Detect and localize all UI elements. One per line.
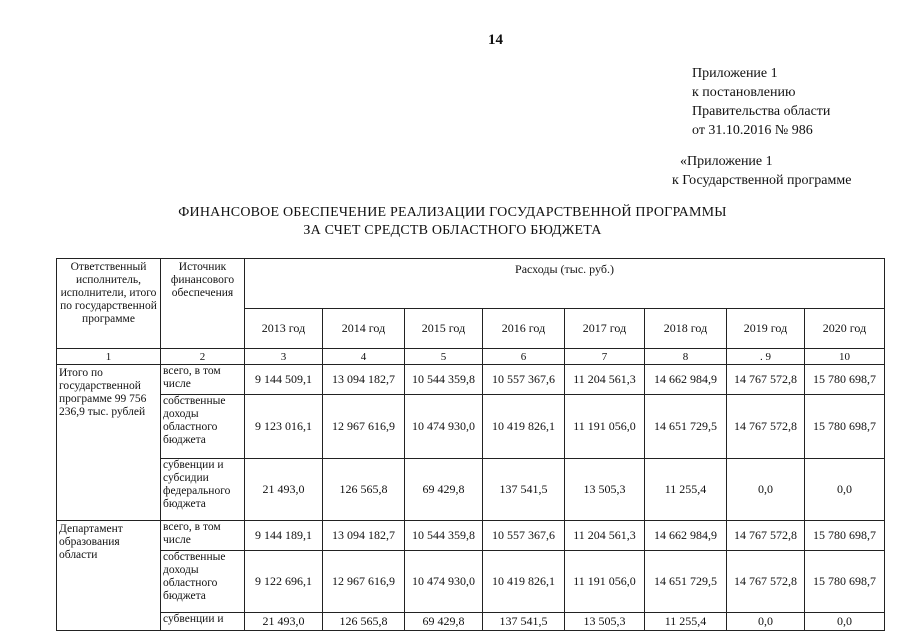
header-year: 2020 год: [805, 309, 885, 349]
column-number: 8: [645, 349, 727, 365]
header-year: 2019 год: [727, 309, 805, 349]
value-cell: 11 255,4: [645, 613, 727, 631]
annex-reference: [692, 64, 830, 140]
column-number: 6: [483, 349, 565, 365]
value-cell: 69 429,8: [405, 613, 483, 631]
value-cell: 14 767 572,8: [727, 551, 805, 613]
column-number: 4: [323, 349, 405, 365]
value-cell: 14 767 572,8: [727, 395, 805, 459]
table-row: [57, 459, 885, 521]
value-cell: 14 662 984,9: [645, 365, 727, 395]
annex-line: к постановлению: [692, 85, 796, 100]
column-number: 7: [565, 349, 645, 365]
source-cell: всего, в том числе: [161, 521, 245, 551]
annex-line: Правительства области: [692, 104, 831, 119]
annex-line: к Государственной программе: [672, 173, 852, 188]
value-cell: 21 493,0: [245, 613, 323, 631]
executor-cell: Департамент образования области: [57, 521, 161, 631]
value-cell: 12 967 616,9: [323, 551, 405, 613]
value-cell: 9 122 696,1: [245, 551, 323, 613]
value-cell: 10 419 826,1: [483, 551, 565, 613]
program-annex-reference: [672, 152, 851, 190]
header-year: 2014 год: [323, 309, 405, 349]
value-cell: 10 474 930,0: [405, 551, 483, 613]
header-year: 2015 год: [405, 309, 483, 349]
value-cell: 126 565,8: [323, 459, 405, 521]
value-cell: 0,0: [805, 613, 885, 631]
column-number: 3: [245, 349, 323, 365]
source-cell: всего, в том числе: [161, 365, 245, 395]
value-cell: 14 651 729,5: [645, 551, 727, 613]
header-year: 2013 год: [245, 309, 323, 349]
value-cell: 14 767 572,8: [727, 521, 805, 551]
column-number: . 9: [727, 349, 805, 365]
column-number: 5: [405, 349, 483, 365]
table-row: [57, 365, 885, 395]
table-row: [57, 613, 885, 631]
table-row: [57, 395, 885, 459]
value-cell: 11 191 056,0: [565, 551, 645, 613]
executor-cell: Итого по государственной программе 99 756 236,9 тыс. рублей: [57, 365, 161, 521]
value-cell: 10 557 367,6: [483, 521, 565, 551]
value-cell: 9 144 189,1: [245, 521, 323, 551]
value-cell: 137 541,5: [483, 613, 565, 631]
column-number: 1: [57, 349, 161, 365]
value-cell: 15 780 698,7: [805, 395, 885, 459]
value-cell: 11 204 561,3: [565, 365, 645, 395]
value-cell: 14 767 572,8: [727, 365, 805, 395]
value-cell: 12 967 616,9: [323, 395, 405, 459]
document-title: [0, 204, 905, 240]
value-cell: 0,0: [727, 459, 805, 521]
value-cell: 13 094 182,7: [323, 365, 405, 395]
table-row: [57, 551, 885, 613]
value-cell: 9 123 016,1: [245, 395, 323, 459]
source-cell: собственные доходы областного бюджета: [161, 551, 245, 613]
header-source: Источник финансового обеспечения: [161, 259, 245, 349]
value-cell: 0,0: [805, 459, 885, 521]
value-cell: 137 541,5: [483, 459, 565, 521]
annex-line: от 31.10.2016 № 986: [692, 123, 813, 138]
value-cell: 0,0: [727, 613, 805, 631]
header-year: 2016 год: [483, 309, 565, 349]
financing-table: [56, 258, 885, 631]
value-cell: 10 544 359,8: [405, 365, 483, 395]
header-expenses: Расходы (тыс. руб.): [245, 259, 885, 309]
value-cell: 15 780 698,7: [805, 521, 885, 551]
title-line: ЗА СЧЕТ СРЕДСТВ ОБЛАСТНОГО БЮДЖЕТА: [303, 223, 602, 238]
table-row: [57, 521, 885, 551]
header-executor: Ответственный исполнитель, исполнители, итого по государственной программе: [57, 259, 161, 349]
value-cell: 21 493,0: [245, 459, 323, 521]
column-number: 10: [805, 349, 885, 365]
header-year: 2018 год: [645, 309, 727, 349]
source-cell: субвенции и: [161, 613, 245, 631]
value-cell: 13 505,3: [565, 459, 645, 521]
value-cell: 11 255,4: [645, 459, 727, 521]
value-cell: 69 429,8: [405, 459, 483, 521]
column-number: 2: [161, 349, 245, 365]
value-cell: 11 191 056,0: [565, 395, 645, 459]
page-number: 14: [488, 32, 503, 48]
value-cell: 126 565,8: [323, 613, 405, 631]
annex-line: «Приложение 1: [680, 154, 773, 169]
value-cell: 10 544 359,8: [405, 521, 483, 551]
value-cell: 10 419 826,1: [483, 395, 565, 459]
value-cell: 11 204 561,3: [565, 521, 645, 551]
value-cell: 13 094 182,7: [323, 521, 405, 551]
title-line: ФИНАНСОВОЕ ОБЕСПЕЧЕНИЕ РЕАЛИЗАЦИИ ГОСУДАРСТВЕННОЙ ПРОГРАММЫ: [178, 205, 727, 220]
value-cell: 14 662 984,9: [645, 521, 727, 551]
value-cell: 10 557 367,6: [483, 365, 565, 395]
source-cell: собственные доходы областного бюджета: [161, 395, 245, 459]
value-cell: 9 144 509,1: [245, 365, 323, 395]
value-cell: 14 651 729,5: [645, 395, 727, 459]
value-cell: 13 505,3: [565, 613, 645, 631]
value-cell: 15 780 698,7: [805, 551, 885, 613]
annex-line: Приложение 1: [692, 66, 778, 81]
value-cell: 10 474 930,0: [405, 395, 483, 459]
header-year: 2017 год: [565, 309, 645, 349]
value-cell: 15 780 698,7: [805, 365, 885, 395]
source-cell: субвенции и субсидии федерального бюджета: [161, 459, 245, 521]
